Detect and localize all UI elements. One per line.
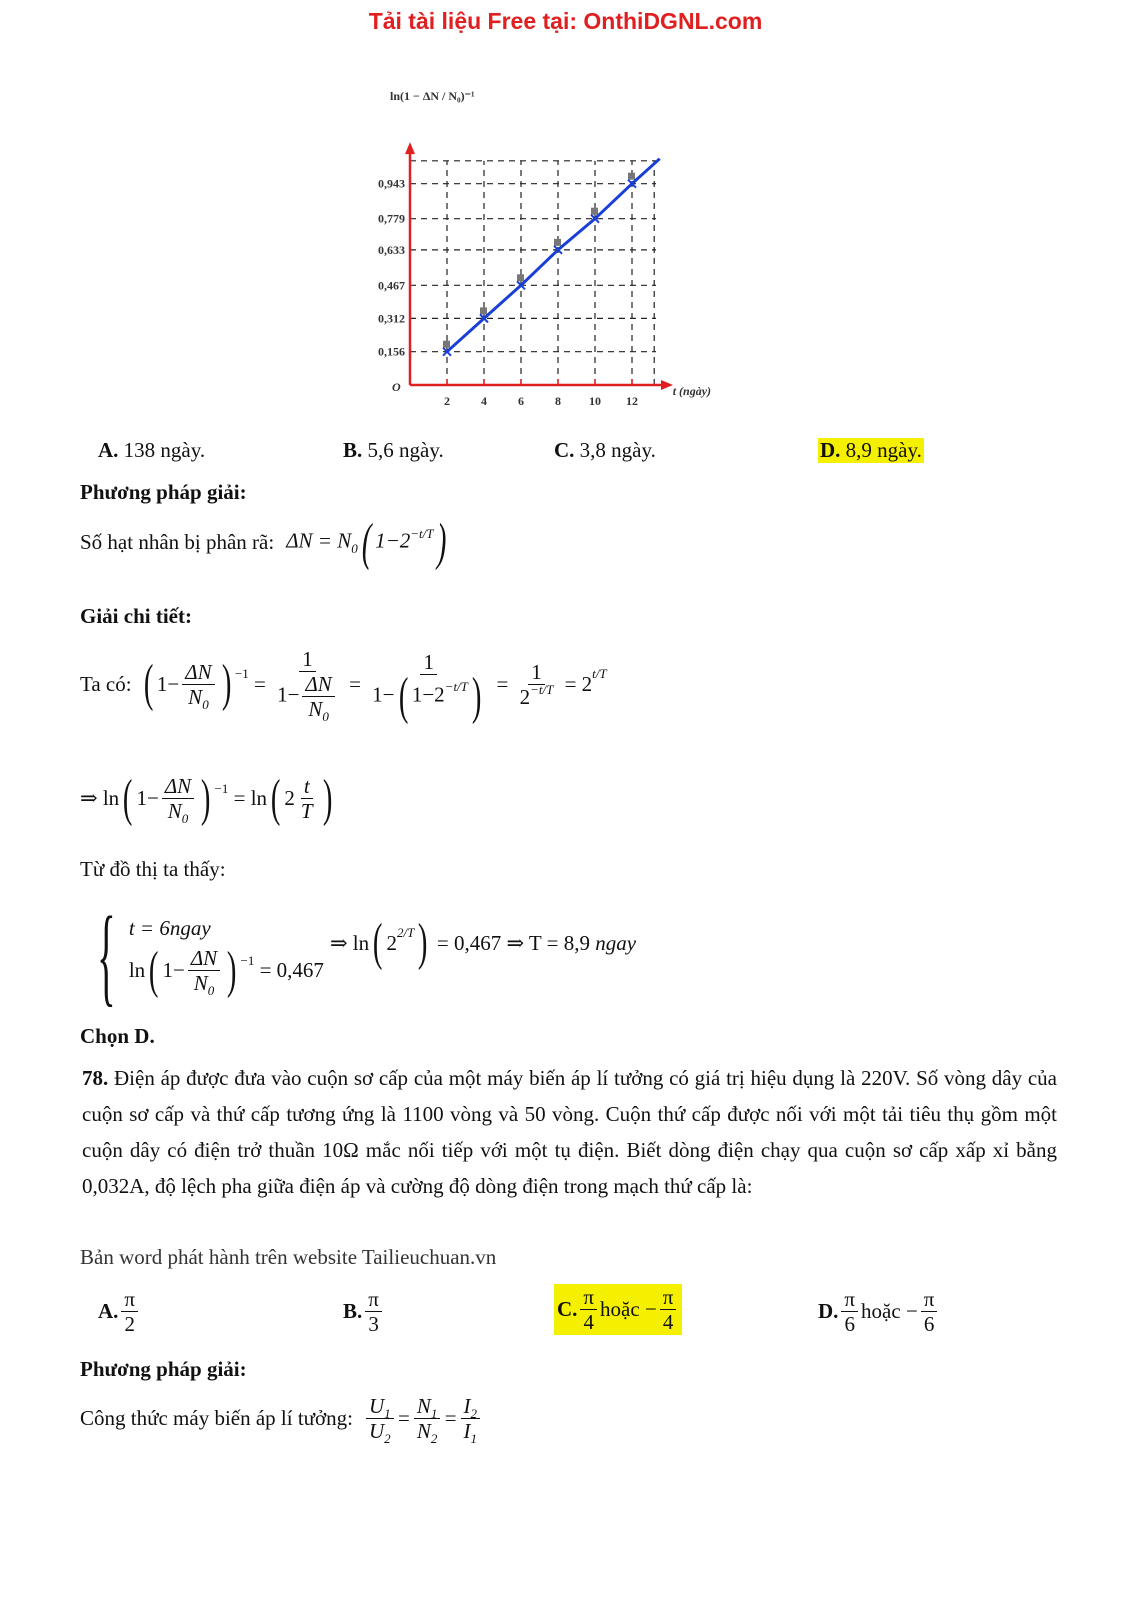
transformer-formula-line: [80, 1394, 483, 1447]
q78-option-b[interactable]: [343, 1288, 385, 1335]
decay-formula: $\Delta N = N_0$( $1-2^{-t/T}$): [286, 514, 447, 571]
result-unit: ngay: [595, 930, 637, 955]
x-tick-label: 6: [518, 394, 524, 408]
transformer-formula: $\frac{U_1}{U_2}$ = $\frac{N_1}{N_2}$ = $\frac{I_2}{I_1}$: [363, 1395, 483, 1442]
x-tick-label: 10: [589, 394, 601, 408]
data-marker: [554, 239, 561, 246]
q77-option-a[interactable]: [98, 438, 205, 463]
data-marker: [517, 274, 524, 281]
watermark-text[interactable]: Bản word phát hành trên website Tailieuchuan.vn: [80, 1245, 497, 1269]
option-den: 6: [844, 1312, 855, 1337]
q78-method-heading: Phương pháp giải:: [80, 1357, 247, 1381]
option-letter: C.: [554, 438, 575, 462]
q78-option-c-correct[interactable]: C. $\frac{\pi}{4}$ hoặc − $\frac{\pi}{4}$: [554, 1284, 682, 1335]
y-tick-label: 0,779: [378, 211, 405, 226]
option-num: π: [841, 1288, 858, 1312]
y-tick-label: 0,943: [378, 176, 405, 191]
q77-option-b[interactable]: [343, 438, 444, 463]
result-text: = 0,467 ⇒ T = 8,9: [436, 930, 590, 955]
from-graph-text: Từ đồ thị ta thấy:: [80, 857, 226, 881]
q77-option-d-correct[interactable]: [818, 438, 924, 463]
system-t: t = 6ngay: [128, 915, 211, 940]
data-marker: [443, 341, 450, 348]
data-marker: [591, 208, 598, 215]
option-num: π: [121, 1288, 138, 1312]
method-text: Số hạt nhân bị phân rã:: [80, 530, 275, 555]
option-text: 3,8 ngày.: [579, 438, 656, 462]
option-letter: B.: [343, 438, 363, 462]
q78-question: [82, 1060, 1057, 1204]
option-letter: A.: [98, 438, 119, 462]
x-axis-label: t (ngày): [672, 384, 712, 398]
choose-answer: Chọn D.: [80, 1024, 155, 1048]
detail-heading: Giải chi tiết:: [80, 604, 192, 628]
y-tick-label: 0,467: [378, 278, 405, 293]
question-number: 78.: [82, 1066, 109, 1090]
option-den: 2: [124, 1312, 135, 1337]
x-tick-label: 4: [481, 394, 487, 408]
option-letter: B.: [343, 1299, 363, 1324]
y-axis-label: ln(1 − ΔN / N₀)⁻¹: [390, 89, 475, 103]
system-equations: { t = 6ngay ln ( 1− $\frac{\Delta N}{N_0}$ ) −1 = 0,467 ⇒ ln ( 2 2/T ) = 0,467 ⇒ T = 8,9 ngay: [97, 894, 637, 1016]
y-tick-label: 0,312: [378, 311, 405, 326]
q78-method-text: Công thức máy biến áp lí tưởng:: [80, 1406, 353, 1431]
option-letter: D.: [820, 438, 841, 462]
option-letter: C.: [557, 1297, 578, 1322]
option-or: hoặc: [600, 1297, 640, 1322]
q77-option-c[interactable]: [554, 438, 656, 463]
option-or: hoặc: [861, 1299, 901, 1324]
option-text: 5,6 ngày.: [367, 438, 444, 462]
option-den-neg: 4: [662, 1310, 674, 1335]
option-text: 8,9 ngày.: [845, 438, 922, 462]
option-num: π: [365, 1288, 382, 1312]
x-tick-label: 8: [555, 394, 561, 408]
decay-formula-line: [80, 514, 451, 571]
derivation-line-2: ⇒ ln ( 1− $\frac{\Delta N}{N_0}$ ) −1 = ln ( 2 $\frac{t}{T}$ ): [80, 769, 333, 827]
x-tick-label: 12: [626, 394, 638, 408]
option-text: 138 ngày.: [123, 438, 206, 462]
series-line: [447, 159, 660, 352]
option-den: 3: [368, 1312, 379, 1337]
y-tick-label: 0,156: [378, 344, 405, 359]
option-den: 4: [583, 1310, 594, 1335]
option-letter: D.: [818, 1299, 839, 1324]
x-tick-label: 2: [444, 394, 450, 408]
data-marker: [628, 173, 635, 180]
question-text: Điện áp được đưa vào cuộn sơ cấp của một máy biến áp lí tưởng có giá trị hiệu dụng là 220V. Số vòng dây của cuộn sơ cấp và thứ cấp tương ứng là 1100 vòng và 50 vòng. Cuộn thứ cấp được nối với một tải tiêu thụ gồm một cuộn dây có điện trở thuần 10Ω mắc nối tiếp với một tụ điện. Biết dòng điện chạy qua cuộn sơ cấp xấp xỉ bằng 0,032A, độ lệch pha giữa điện áp và cường độ dòng điện trong mạch thứ cấp là:: [82, 1066, 1057, 1198]
data-marker: [480, 307, 487, 314]
option-num: π: [580, 1286, 597, 1310]
system-value: = 0,467: [259, 958, 324, 982]
y-tick-label: 0,633: [378, 242, 405, 257]
x-axis-arrow: [661, 380, 673, 390]
decay-chart: [350, 70, 770, 425]
ta-co-label: Ta có:: [80, 671, 132, 696]
y-axis-arrow: [405, 142, 415, 154]
method-heading: Phương pháp giải:: [80, 480, 247, 504]
site-header[interactable]: Tải tài liệu Free tại: OnthiDGNL.com: [368, 8, 763, 34]
option-den-neg: 6: [923, 1312, 935, 1337]
option-letter: A.: [98, 1299, 119, 1324]
derivation-math: ( 1− $\frac{\Delta N}{N_0}$ ) −1 = 1 1− $\frac{\Delta N}{N_0}$ = $\frac{1}{1-( 1-2^{-t/T})}$ = $\frac{1}{2^{-t/T}}$ = 2 t/T: [143, 647, 607, 725]
option-num-neg: π: [660, 1286, 677, 1310]
derivation-line-1: [80, 647, 607, 725]
q78-option-d[interactable]: D. $\frac{\pi}{6}$ hoặc − $\frac{\pi}{6}$: [818, 1288, 940, 1335]
option-num-neg: π: [921, 1288, 938, 1312]
origin-label: O: [392, 380, 401, 394]
q78-option-a[interactable]: [98, 1288, 141, 1335]
